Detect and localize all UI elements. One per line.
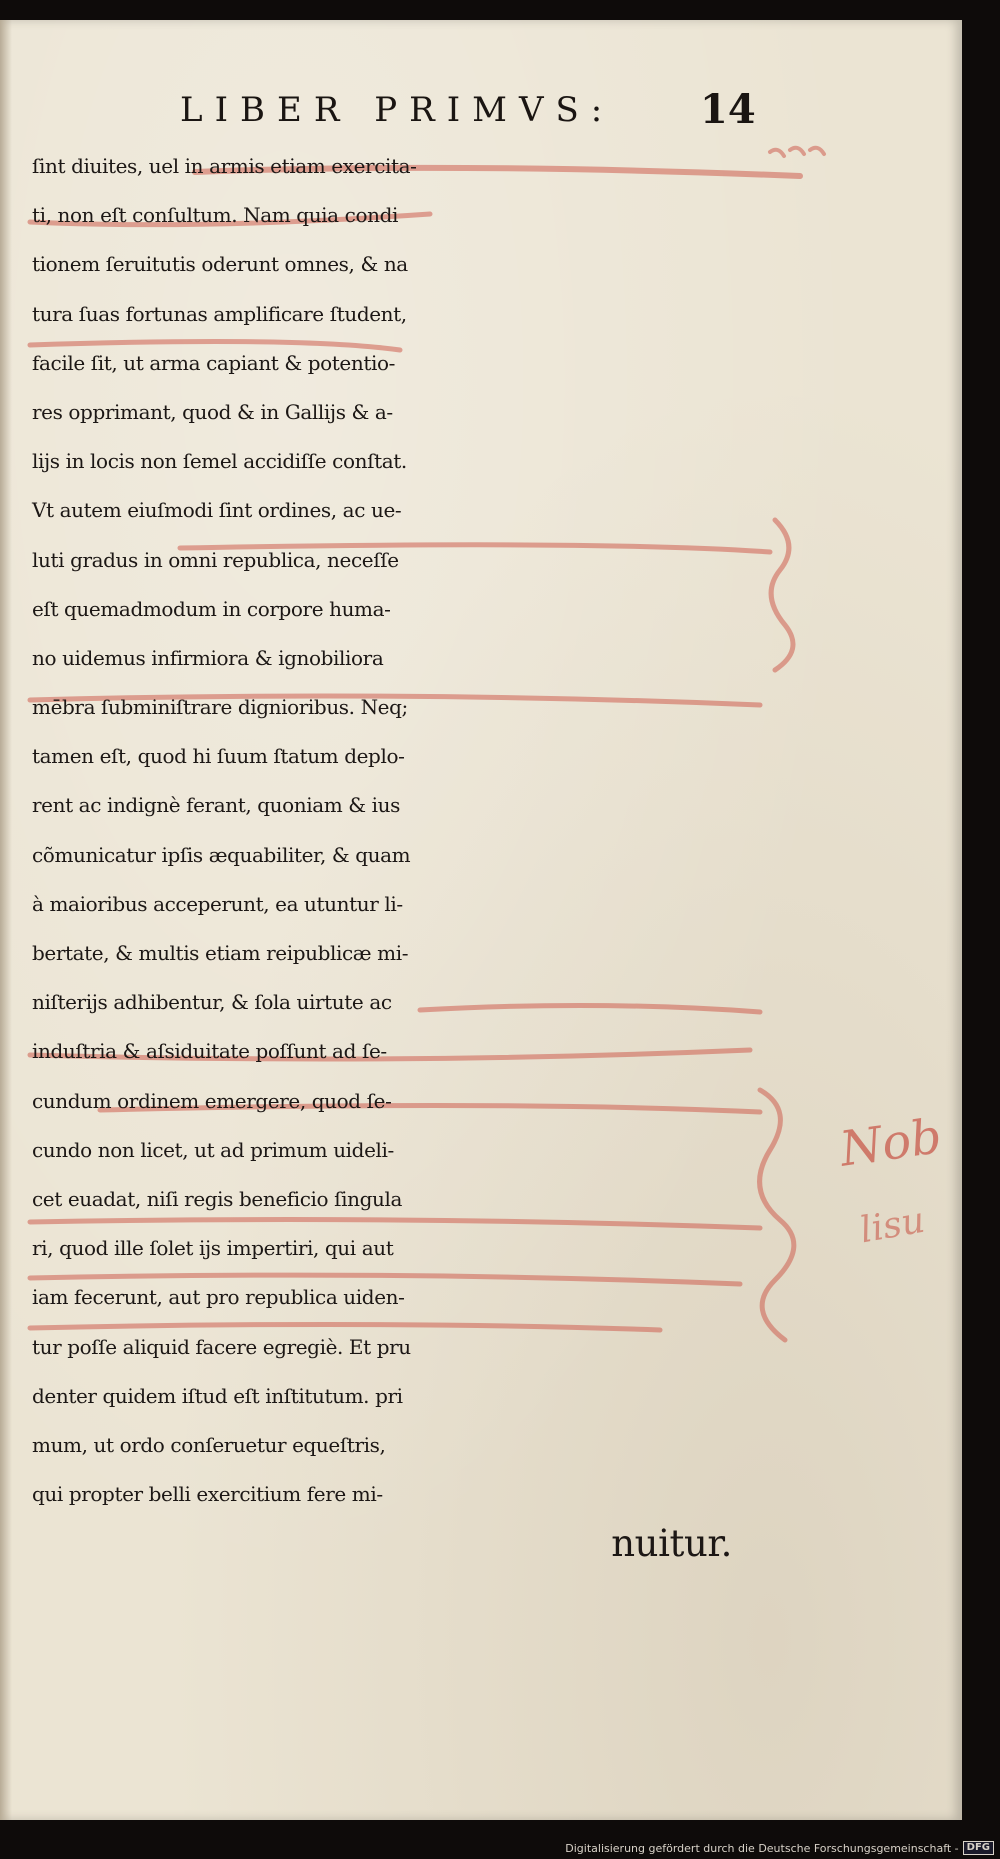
text-line-1: ſint diuites, uel in armis etiam exercita‑ — [32, 154, 417, 178]
dfg-logo: DFG — [963, 1841, 994, 1855]
text-line-23: ri, quod ille ſolet ijs impertiri, qui aut — [32, 1236, 394, 1261]
marginal-note-2: lisu — [856, 1199, 928, 1252]
text-line-13: tamen eſt, quod hi ſuum ſtatum deplo‑ — [32, 744, 405, 769]
text-line-11: no uidemus infirmiora & ignobiliora — [32, 645, 384, 670]
page-number: 14 — [700, 86, 756, 133]
red-brace-2 — [760, 1090, 794, 1340]
text-line-21: cundo non licet, ut ad primum uideli‑ — [32, 1137, 394, 1162]
text-line-19: induſtria & aſsiduitate poſſunt ad ſe‑ — [32, 1039, 387, 1064]
digitization-credit — [565, 1841, 994, 1855]
text-line-4: tura ſuas fortunas amplificare ſtudent, — [32, 301, 407, 326]
text-line-7: lijs in locis non ſemel accidiſſe conſtat. — [32, 449, 407, 474]
text-line-9: luti gradus in omni republica, neceſſe — [32, 547, 399, 572]
text-line-24: iam fecerunt, aut pro republica uiden‑ — [32, 1285, 405, 1310]
text-line-20: cundum ordinem emergere, quod ſe- — [32, 1088, 392, 1113]
credit-text: Digitalisierung gefördert durch die Deutsche Forschungsgemeinschaft - — [565, 1841, 959, 1855]
text-line-22: cet euadat, niſi regis beneficio ſingula — [32, 1186, 403, 1211]
red-brace-1 — [771, 520, 793, 670]
text-line-25: tur poſſe aliquid facere egregiè. Et pru — [32, 1334, 411, 1359]
main-text-block — [32, 142, 762, 1568]
red-mark-top-right — [770, 148, 824, 156]
text-line-5: facile ſit, ut arma capiant & potentio‑ — [32, 350, 395, 375]
text-line-2: ti, non eſt conſultum. Nam quia condi — [32, 203, 398, 228]
text-line-12: mēbra ſubminiſtrare dignioribus. Neq; — [32, 695, 408, 720]
marginal-note-1: Nob — [836, 1108, 946, 1178]
text-line-8: Vt autem eiuſmodi ſint ordines, ac ue‑ — [32, 498, 402, 523]
text-line-14: rent ac indignè ferant, quoniam & ius — [32, 793, 401, 818]
running-title: LIBER PRIMVS: — [180, 90, 615, 130]
catchword: nuitur. — [611, 1522, 732, 1566]
text-line-17: bertate, & multis etiam reipublicæ mi- — [32, 941, 409, 965]
text-line-26: denter quidem iſtud eſt inſtitutum. pri — [32, 1383, 403, 1408]
text-line-16: à maioribus acceperunt, ea utuntur li‑ — [32, 891, 403, 916]
text-line-6: res opprimant, quod & in Gallijs & a‑ — [32, 399, 393, 424]
text-line-3: tionem ſeruitutis oderunt omnes, & na — [32, 252, 408, 277]
text-line-28: qui propter belli exercitium fere mi‑ — [32, 1482, 383, 1507]
text-line-10: eſt quemadmodum in corpore huma‑ — [32, 596, 391, 621]
text-line-27: mum, ut ordo conſeruetur equeſtris, — [32, 1432, 386, 1457]
text-line-18: niſterijs adhibentur, & ſola uirtute ac — [32, 990, 392, 1015]
text-line-15: cõmunicatur ipſis æquabiliter, & quam — [32, 842, 411, 867]
